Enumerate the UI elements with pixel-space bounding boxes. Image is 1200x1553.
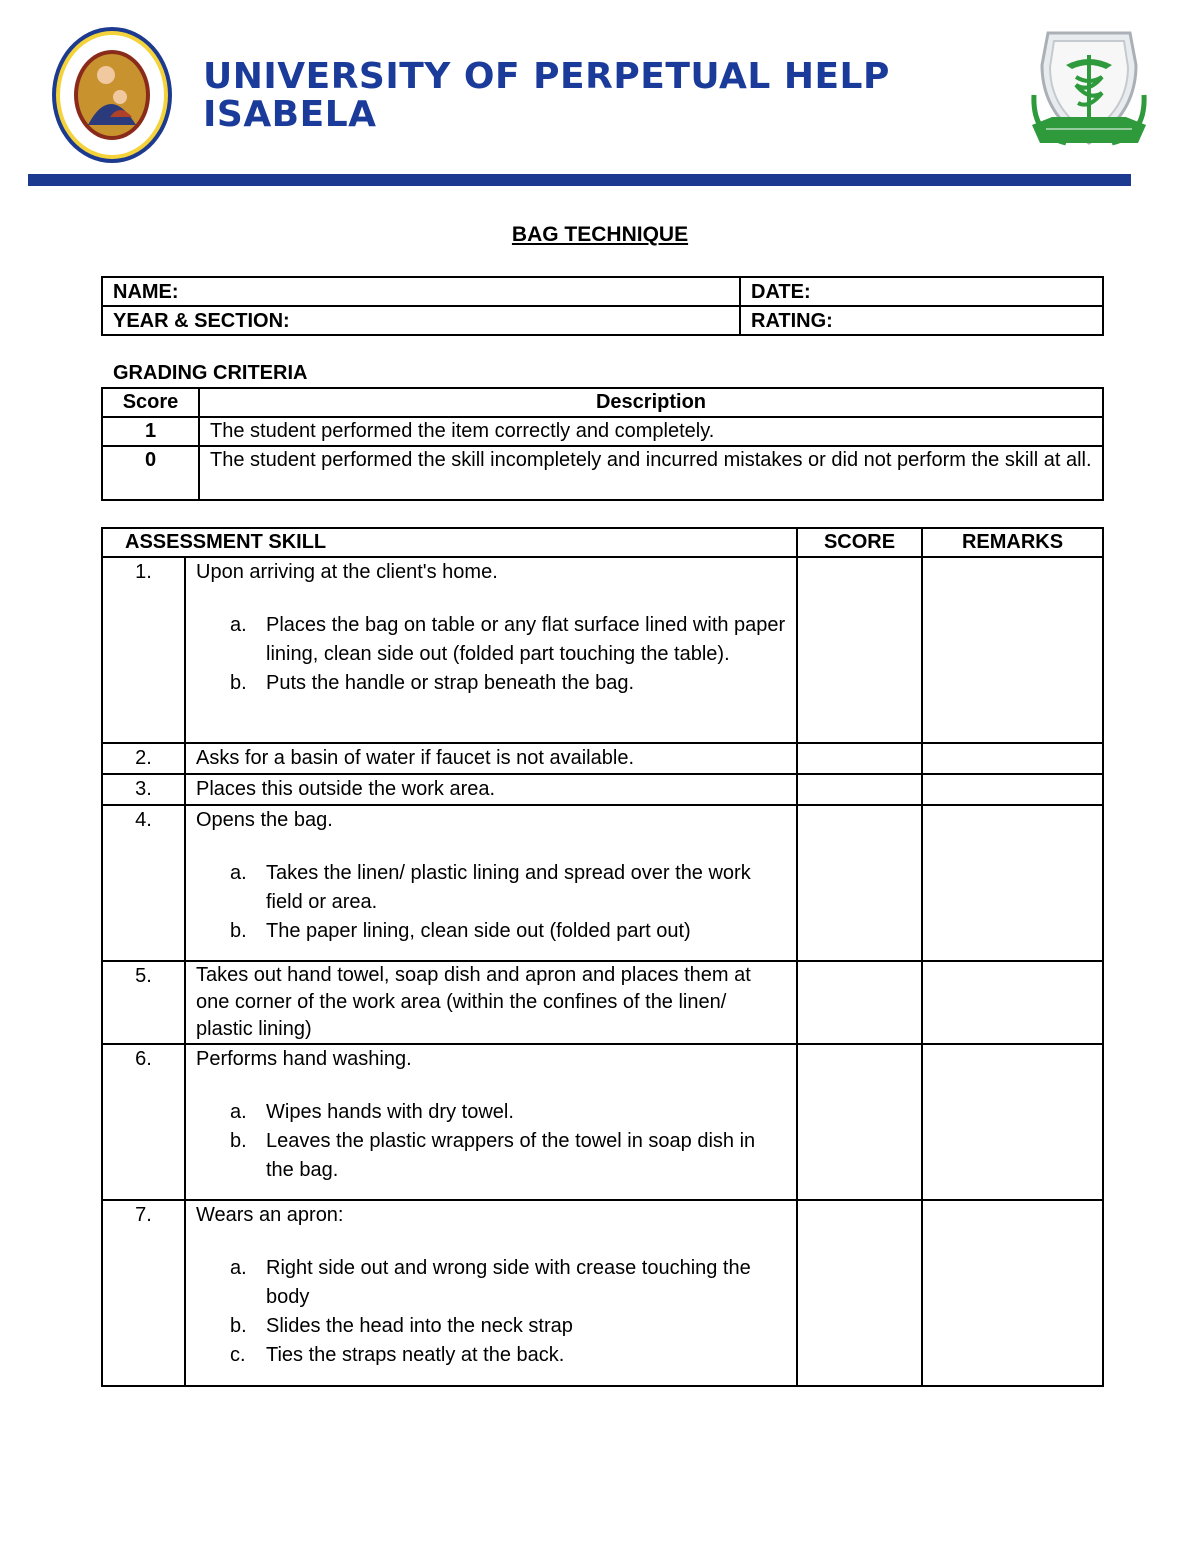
remarks-header: REMARKS (922, 528, 1103, 557)
university-name (203, 58, 890, 134)
sub-step-text: Leaves the plastic wrappers of the towel in soap dish in the bag. (266, 1130, 756, 1181)
remarks-cell[interactable] (922, 774, 1103, 805)
sub-step-letter: a. (230, 862, 247, 884)
date-field-label: DATE: (740, 277, 1103, 306)
sub-step-text: Slides the head into the neck strap (266, 1315, 573, 1337)
year-section-field-label: YEAR & SECTION: (102, 306, 740, 335)
sub-step-letter: b. (230, 672, 247, 694)
item-number: 6. (102, 1044, 185, 1200)
grading-row (102, 446, 1103, 500)
sub-step (230, 1127, 786, 1185)
score-cell[interactable] (797, 1044, 922, 1200)
assessment-skill-table (101, 527, 1104, 1387)
college-of-nursing-logo (1026, 25, 1152, 153)
remarks-cell[interactable] (922, 743, 1103, 774)
grading-score: 0 (102, 446, 199, 500)
item-number: 5. (102, 961, 185, 1044)
assessment-row (102, 1044, 1103, 1200)
score-cell[interactable] (797, 557, 922, 743)
university-seal-logo (50, 25, 174, 165)
sub-step-text: Places the bag on table or any flat surface lined with paper lining, clean side out (folded part touching the table). (266, 614, 786, 665)
sub-step-text: Ties the straps neatly at the back. (266, 1344, 565, 1366)
sub-step-text: The paper lining, clean side out (folded part out) (266, 920, 691, 942)
item-number: 2. (102, 743, 185, 774)
sub-step (230, 611, 786, 669)
grading-score: 1 (102, 417, 199, 446)
skill-text: Wears an apron: (196, 1204, 344, 1226)
score-column-header: Score (102, 388, 199, 417)
sub-step (230, 859, 786, 917)
sub-step-text: Right side out and wrong side with crease touching the body (266, 1257, 751, 1308)
sub-step (230, 1341, 786, 1370)
student-info-table (101, 276, 1104, 336)
sub-step (230, 1312, 786, 1341)
skill-cell (185, 1200, 797, 1386)
grading-row (102, 417, 1103, 446)
grading-description: The student performed the item correctly and completely. (199, 417, 1103, 446)
description-column-header: Description (199, 388, 1103, 417)
assessment-row (102, 557, 1103, 743)
item-number: 3. (102, 774, 185, 805)
remarks-cell[interactable] (922, 1200, 1103, 1386)
grading-criteria-label: GRADING CRITERIA (113, 362, 308, 384)
remarks-cell[interactable] (922, 557, 1103, 743)
assessment-row (102, 774, 1103, 805)
sub-step (230, 917, 786, 946)
sub-step-letter: a. (230, 614, 247, 636)
rating-field-label: RATING: (740, 306, 1103, 335)
item-number: 4. (102, 805, 185, 961)
score-header: SCORE (797, 528, 922, 557)
name-field-label: NAME: (102, 277, 740, 306)
sub-step-letter: b. (230, 920, 247, 942)
skill-text: Performs hand washing. (196, 1048, 412, 1070)
university-name-line1: UNIVERSITY OF PERPETUAL HELP (203, 56, 890, 97)
score-cell[interactable] (797, 743, 922, 774)
assessment-row (102, 1200, 1103, 1386)
skill-text: Takes out hand towel, soap dish and apron and places them at one corner of the work area (within the confines of the linen/ plastic lining) (185, 961, 797, 1044)
item-number: 1. (102, 557, 185, 743)
score-cell[interactable] (797, 961, 922, 1044)
skill-text: Places this outside the work area. (185, 774, 797, 805)
assessment-row (102, 961, 1103, 1044)
skill-cell (185, 557, 797, 743)
remarks-cell[interactable] (922, 961, 1103, 1044)
remarks-cell[interactable] (922, 1044, 1103, 1200)
score-cell[interactable] (797, 1200, 922, 1386)
grading-criteria-table (101, 387, 1104, 501)
sub-step-text: Wipes hands with dry towel. (266, 1101, 514, 1123)
sub-step-letter: b. (230, 1315, 247, 1337)
assessment-row (102, 805, 1103, 961)
skill-text: Asks for a basin of water if faucet is not available. (185, 743, 797, 774)
skill-cell (185, 1044, 797, 1200)
document-title: BAG TECHNIQUE (511, 223, 689, 246)
sub-step-letter: a. (230, 1257, 247, 1279)
sub-step-letter: c. (230, 1344, 246, 1366)
item-number: 7. (102, 1200, 185, 1386)
assessment-row (102, 743, 1103, 774)
sub-step-letter: b. (230, 1130, 247, 1152)
assessment-skill-header: ASSESSMENT SKILL (102, 528, 797, 557)
remarks-cell[interactable] (922, 805, 1103, 961)
score-cell[interactable] (797, 774, 922, 805)
sub-step (230, 1254, 786, 1312)
skill-cell (185, 805, 797, 961)
skill-text: Opens the bag. (196, 809, 333, 831)
university-name-line2: ISABELA (203, 94, 377, 135)
grading-description: The student performed the skill incompletely and incurred mistakes or did not perform the skill at all. (199, 446, 1103, 500)
header-divider-bar (28, 174, 1131, 186)
sub-step (230, 1098, 786, 1127)
skill-text: Upon arriving at the client's home. (196, 561, 498, 583)
sub-step-text: Takes the linen/ plastic lining and spread over the work field or area. (266, 862, 751, 913)
sub-step-text: Puts the handle or strap beneath the bag. (266, 672, 635, 694)
sub-step-letter: a. (230, 1101, 247, 1123)
sub-step (230, 669, 786, 698)
score-cell[interactable] (797, 805, 922, 961)
